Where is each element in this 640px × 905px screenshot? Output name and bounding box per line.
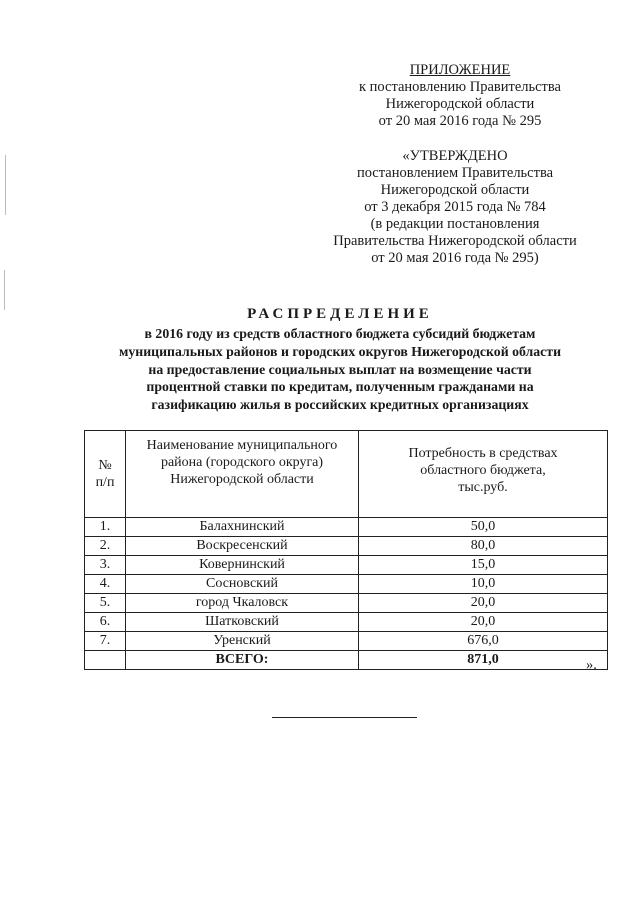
table-row xyxy=(85,613,608,632)
table-row xyxy=(85,575,608,594)
appendix-block xyxy=(320,62,600,130)
subtitle-line: в 2016 году из средств областного бюджета субсидий бюджетам xyxy=(144,326,536,341)
approved-line: от 3 декабря 2015 года № 784 xyxy=(364,199,546,215)
row-value: 10,0 xyxy=(359,575,608,594)
approved-block xyxy=(290,148,620,267)
table-row xyxy=(85,632,608,651)
row-value: 80,0 xyxy=(359,537,608,556)
subtitle-line: газификацию жилья в российских кредитных организациях xyxy=(151,397,529,413)
row-name: Сосновский xyxy=(126,575,359,594)
row-num: 1. xyxy=(85,518,126,537)
header-value xyxy=(359,431,608,518)
appendix-title: ПРИЛОЖЕНИЕ xyxy=(409,62,511,78)
header-num-line: п/п xyxy=(95,475,115,490)
subtitle-line: процентной ставки по кредитам, полученным гражданами на xyxy=(146,379,534,395)
table-row xyxy=(85,594,608,613)
row-value: 20,0 xyxy=(359,594,608,613)
subtitle-line: муниципальных районов и городских округов Нижегородской области xyxy=(118,343,562,359)
row-value: 15,0 xyxy=(359,556,608,575)
header-num-line: № xyxy=(98,458,112,473)
scan-margin-mark xyxy=(5,155,6,215)
row-num: 6. xyxy=(85,613,126,632)
document-heading xyxy=(80,305,600,414)
approved-line: (в редакции постановления xyxy=(370,216,540,232)
table-row xyxy=(85,537,608,556)
row-name: Шатковский xyxy=(126,613,359,632)
header-name xyxy=(126,431,359,518)
table-header-row xyxy=(85,431,608,518)
approved-line: от 20 мая 2016 года № 295) xyxy=(371,250,539,266)
row-name: Уренский xyxy=(126,632,359,651)
row-value: 20,0 xyxy=(359,613,608,632)
approved-line: Правительства Нижегородской области xyxy=(333,233,577,249)
approved-line: Нижегородской области xyxy=(380,182,530,198)
scan-margin-mark xyxy=(4,270,5,310)
approved-title: «УТВЕРЖДЕНО xyxy=(402,148,508,164)
approved-line: постановлением Правительства xyxy=(356,165,554,181)
table-total-row xyxy=(85,651,608,670)
row-num: 7. xyxy=(85,632,126,651)
header-num xyxy=(85,431,126,518)
appendix-line: Нижегородской области xyxy=(385,96,535,112)
header-value-line: Потребность в средствах xyxy=(408,446,558,461)
total-value: 871,0 xyxy=(359,651,608,670)
appendix-line: от 20 мая 2016 года № 295 xyxy=(378,113,542,129)
header-value-line: областного бюджета, xyxy=(420,463,546,478)
document-title: РАСПРЕДЕЛЕНИЕ xyxy=(247,306,433,322)
row-name: город Чкаловск xyxy=(126,594,359,613)
row-num: 2. xyxy=(85,537,126,556)
header-value-line: тыс.руб. xyxy=(458,480,508,495)
total-label: ВСЕГО: xyxy=(126,651,359,670)
table-row xyxy=(85,518,608,537)
table-row xyxy=(85,556,608,575)
header-name-line: района (городского округа) xyxy=(160,455,324,470)
row-value: 676,0 xyxy=(359,632,608,651)
row-num: 4. xyxy=(85,575,126,594)
row-num: 5. xyxy=(85,594,126,613)
row-num: 3. xyxy=(85,556,126,575)
header-name-line: Нижегородской области xyxy=(170,472,314,487)
distribution-table xyxy=(84,430,608,670)
row-name: Воскресенский xyxy=(126,537,359,556)
row-value: 50,0 xyxy=(359,518,608,537)
header-name-line: Наименование муниципального xyxy=(146,438,338,453)
closing-quote: ». xyxy=(586,657,597,673)
separator-line xyxy=(272,717,417,718)
row-name: Балахнинский xyxy=(126,518,359,537)
appendix-line: к постановлению Правительства xyxy=(359,79,561,95)
row-name: Ковернинский xyxy=(126,556,359,575)
total-num-empty xyxy=(85,651,126,670)
subtitle-line: на предоставление социальных выплат на возмещение части xyxy=(148,361,532,377)
document-subtitle xyxy=(80,325,600,414)
